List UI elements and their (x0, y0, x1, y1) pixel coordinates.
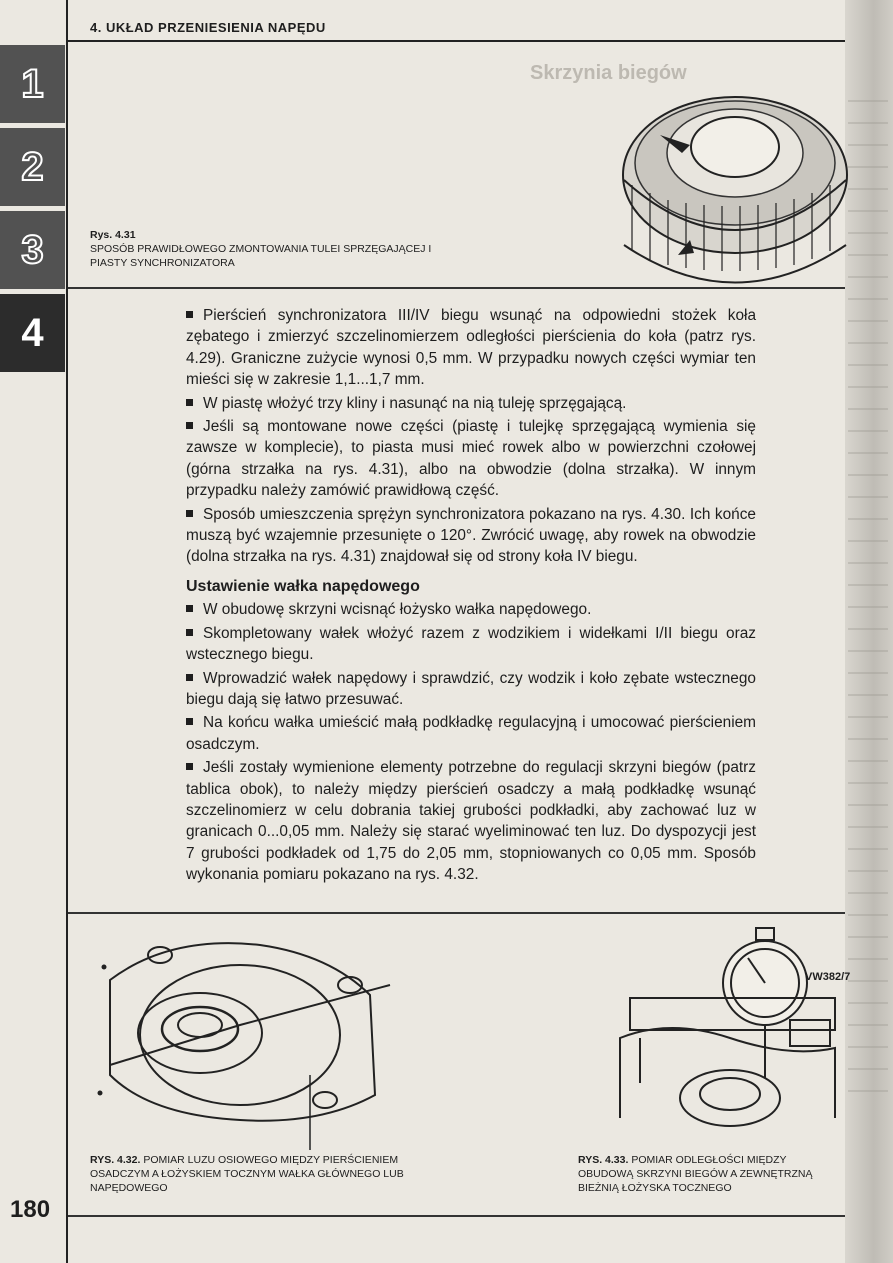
paragraph-text: Sposób umieszczenia sprężyn synchronizatora pokazano na rys. 4.30. Ich końce muszą być wzajemnie przesunięte o 120°. Zwrócić uwagę, aby rowek na obwodzie (dolna strzałka na rys. 4.31) znajdował się od strony koła IV biegu. (186, 505, 756, 566)
figure-433-label: RYS. 4.33. (578, 1154, 629, 1166)
chapter-tab-2[interactable]: 2 (0, 128, 65, 206)
figure-432-illustration (90, 925, 390, 1150)
figure-431-rule (68, 287, 845, 289)
figure-431-caption (90, 228, 440, 270)
page-number: 180 (10, 1196, 51, 1223)
header-rule (68, 40, 845, 42)
figure-432-caption-text: POMIAR LUZU OSIOWEGO MIĘDZY PIERŚCIENIEM OSADCZYM A ŁOŻYSKIEM TOCZNYM WAŁKA GŁÓWNEGO LUB NAPĘDOWEGO (90, 1154, 404, 1194)
paragraph-text: W obudowę skrzyni wcisnąć łożysko wałka napędowego. (203, 601, 592, 619)
figure-433-illustration (610, 928, 851, 1148)
paragraph-text: Jeśli zostały wymienione elementy potrzebne do regulacji skrzyni biegów (patrz tablica obok), to należy między pierścień osadczy a małą podkładkę wsunąć szczelinomierz w celu dobrania takiej grubości podkładki, aby zachować luz w granicach 0...0,05 mm. Należy się starać wyeliminować ten luz. Do dyspozycji jest 7 grubości podkładek od 1,75 do 2,05 mm, stopniowanych co 0,05 mm. Sposób wykonania pomiaru pokazano na rys. 4.32. (186, 759, 756, 884)
chapter-tab-4[interactable]: 4 (0, 294, 65, 372)
margin-rule (66, 0, 68, 1263)
bullet-icon (186, 399, 193, 406)
paragraph (186, 623, 756, 666)
bullet-icon (186, 422, 193, 429)
section-heading: Ustawienie wałka napędowego (186, 577, 420, 595)
paragraph-text: Wprowadzić wałek napędowy i sprawdzić, czy wodzik i koło zębate wstecznego biegu dają się łatwo przesuwać. (186, 669, 756, 708)
figure-431-label: Rys. 4.31 (90, 229, 136, 241)
bullet-icon (186, 629, 193, 636)
bullet-icon (186, 605, 193, 612)
chapter-title: 4. UKŁAD PRZENIESIENIA NAPĘDU (90, 20, 326, 35)
paragraph-text: Pierścień synchronizatora III/IV biegu wsunąć na odpowiedni stożek koła zębatego i zmierzyć szczelinomierzem odległości pierścienia do koła (patrz rys. 4.29). Graniczne zużycie wynosi 0,5 mm. W przypadku nowych części wymiar ten mieści się w zakresie 1,1...1,7 mm. (186, 307, 756, 389)
bleed-through-heading: Skrzynia biegów (530, 62, 687, 84)
figure-431-caption-text: SPOSÓB PRAWIDŁOWEGO ZMONTOWANIA TULEI SPRZĘGAJĄCEJ I PIASTY SYNCHRONIZATORA (90, 243, 432, 269)
bullet-icon (186, 674, 193, 681)
paragraph (186, 668, 756, 711)
bullet-icon (186, 311, 193, 318)
bullet-icon (186, 763, 193, 770)
paragraph (186, 416, 756, 502)
paragraph-text: Na końcu wałka umieścić małą podkładkę regulacyjną i umocować pierścieniem osadczym. (186, 714, 756, 753)
figure-431-illustration (610, 75, 850, 280)
chapter-tab-1[interactable]: 1 (0, 45, 65, 123)
figure-432-caption (90, 1153, 420, 1195)
bullet-icon (186, 718, 193, 725)
paragraph (186, 305, 756, 391)
paragraph-text: Jeśli są montowane nowe części (piastę i tulejkę sprzęgającą wymienia się zawsze w komplecie), to piasta musi mieć rowek albo w powierzchni czołowej (górna strzałka na rys. 4.31), albo na obwodzie (dolna strzałka). W innym przypadku należy zamówić prawidłową część. (186, 418, 756, 500)
paragraph (186, 599, 756, 620)
figure-432-rule (68, 912, 845, 914)
paragraph-text: W piastę włożyć trzy kliny i nasunąć na nią tuleję sprzęgającą. (203, 394, 627, 412)
figure-433-caption (578, 1153, 843, 1195)
facing-page-text-bleed (848, 100, 888, 1100)
paragraph (186, 712, 756, 755)
chapter-tab-3[interactable]: 3 (0, 211, 65, 289)
paragraph (186, 393, 756, 414)
paragraph (186, 757, 756, 885)
paragraph-text: Skompletowany wałek włożyć razem z wodzikiem i widełkami I/II biegu oraz wstecznego biegu. (186, 624, 756, 664)
figure-433-caption-text: POMIAR ODLEGŁOŚCI MIĘDZY OBUDOWĄ SKRZYNI BIEGÓW A ZEWNĘTRZNĄ BIEŻNIĄ ŁOŻYSKA TOCZNEGO (578, 1154, 813, 1194)
bullet-icon (186, 510, 193, 517)
body-text (186, 305, 756, 888)
chapter-tabs (0, 45, 65, 377)
footer-rule (68, 1215, 845, 1217)
figure-432-label: RYS. 4.32. (90, 1154, 141, 1166)
tool-label: VW382/7 (805, 971, 851, 983)
paragraph (186, 504, 756, 568)
